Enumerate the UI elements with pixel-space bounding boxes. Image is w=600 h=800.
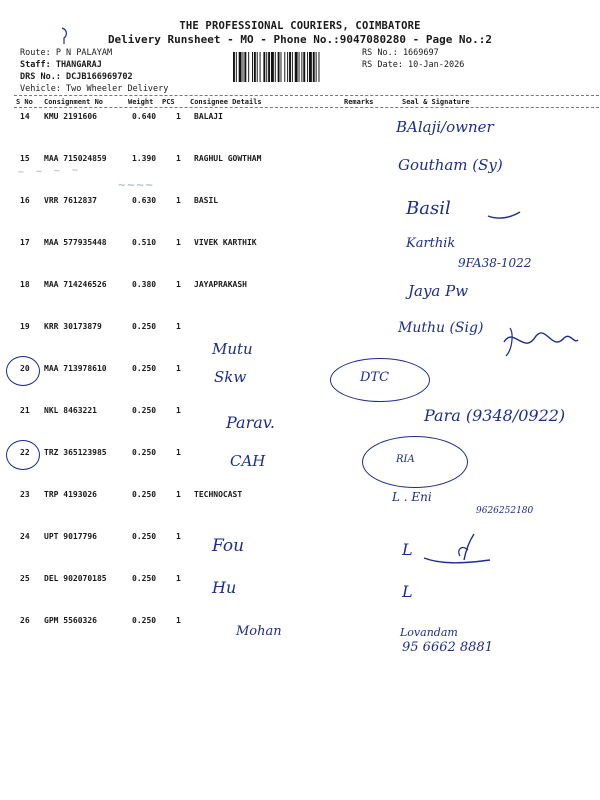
row-consignment: MAA 715024859 [44,154,107,163]
row-weight: 0.250 [132,364,157,373]
row-weight: 0.250 [132,574,157,583]
row-pcs: 1 [176,238,181,247]
row-handwritten-note: 9FA38-1022 [458,256,532,270]
barcode-bar [295,52,298,82]
row-20-circle [6,356,40,386]
barcode-bar [254,52,256,82]
row-22-circle [6,440,40,470]
barcode-bar [281,52,282,82]
row-consignment: MAA 577935448 [44,238,107,247]
row-handwritten-signature: DTC [360,370,390,385]
row-pcs: 1 [176,196,181,205]
row-sno: 18 [20,280,30,289]
barcode-bar [266,52,267,82]
row-handwritten-signature: Jaya Pw [408,282,469,300]
row-sno: 15 [20,154,30,163]
staff-label: Staff: THANGARAJ [20,60,102,70]
row-pcs: 1 [176,154,181,163]
table-header-rule [14,107,599,108]
row-consignment: TRZ 365123985 [44,448,107,457]
row-sno: 23 [20,490,30,499]
col-remarks-header: Remarks [344,98,374,106]
col-seal-header: Seal & Signature [402,98,470,106]
row-handwritten-signature: Karthik [406,236,456,251]
row-handwritten-remark: Mutu [212,340,253,358]
barcode-bar [319,52,320,82]
row-consignee: BALAJI [194,112,223,121]
barcode-bar [239,52,242,82]
row-consignment: MAA 713978610 [44,364,107,373]
row-pcs: 1 [176,448,181,457]
faded-stamp-2: ~~~~ [118,178,155,192]
row-sno: 26 [20,616,30,625]
row-consignment: GPM 5560326 [44,616,97,625]
row-consignee: BASIL [194,196,219,205]
row-consignment: TRP 4193026 [44,490,97,499]
row-consignment: DEL 902070185 [44,574,107,583]
row-handwritten-note: 95 6662 8881 [402,640,493,655]
row-sno: 24 [20,532,30,541]
row-handwritten-signature: L [402,582,413,601]
row-sno: 22 [20,448,30,457]
row-pcs: 1 [176,112,181,121]
barcode-bar [301,52,302,82]
barcode-bar [307,52,308,82]
row-consignment: VRR 7612837 [44,196,97,205]
row-handwritten-signature: Basil [406,198,451,219]
row-consignee: VIVEK KARTHIK [194,238,257,247]
barcode-bar [278,52,280,82]
row-sno: 19 [20,322,30,331]
barcode-bar [263,52,265,82]
row-pcs: 1 [176,406,181,415]
barcode-bar [257,52,258,82]
barcode-bar [233,52,235,82]
row-pcs: 1 [176,280,181,289]
dtc-circle [330,358,430,402]
row-pcs: 1 [176,364,181,373]
row-weight: 0.640 [132,112,157,121]
signature-scribble [500,322,580,362]
row-handwritten-remark: Parav. [226,413,275,432]
row-handwritten-signature: Para (9348/0922) [424,406,566,425]
row-consignment: UPT 9017796 [44,532,97,541]
row-weight: 1.390 [132,154,157,163]
row-handwritten-signature: L [402,540,413,559]
signature-underline [486,200,522,224]
col-consignment-header: Consignment No [44,98,104,106]
row-sno: 16 [20,196,30,205]
barcode-bar [287,52,288,82]
barcode-bar [248,52,249,82]
row-handwritten-note: 9626252180 [476,506,534,516]
row-weight: 0.250 [132,490,157,499]
barcode-bar [292,52,293,82]
row-handwritten-remark: Skw [214,368,247,386]
row-handwritten-signature: Goutham (Sy) [398,156,503,174]
row-pcs: 1 [176,490,181,499]
row-consignee: RAGHUL GOWTHAM [194,154,262,163]
col-consignee-header: Consignee Details [190,98,262,106]
row-consignee: JAYAPRAKASH [194,280,247,289]
row-handwritten-signature: RIA [396,454,415,465]
row-handwritten-remark: CAH [230,452,266,470]
barcode-bar [268,52,270,82]
faded-stamp: ~ ~ ~ ~ [17,164,82,179]
barcode-bar [303,52,305,82]
col-weight-header: Weight [128,98,154,106]
barcode-bar [243,52,244,82]
drs-label: DRS No.: DCJB166969702 [20,72,133,82]
row-handwritten-signature: BAlaji/owner [396,118,494,136]
ria-circle [362,436,468,488]
row-consignment: KMU 2191606 [44,112,97,121]
barcode-bar [244,52,246,82]
row-pcs: 1 [176,616,181,625]
page-title: THE PROFESSIONAL COURIERS, COIMBATORE [179,20,421,32]
barcode-bar [309,52,312,82]
row-handwritten-signature: L . Eni [392,490,432,504]
row-weight: 0.250 [132,616,157,625]
route-label: Route: P N PALAYAM [20,48,113,58]
row-weight: 0.250 [132,532,157,541]
barcode-bar [316,52,317,82]
row-sno: 20 [20,364,30,373]
barcode-bar [299,52,300,82]
table-top-rule [14,95,599,96]
barcode-bar [252,52,253,82]
row-consignment: NKL 8463221 [44,406,97,415]
row-handwritten-remark: Mohan [236,624,282,639]
barcode-bar [236,52,237,82]
pen-mark-icon [58,26,72,46]
row-sno: 17 [20,238,30,247]
col-pcs-header: PCS [162,98,175,106]
row-weight: 0.510 [132,238,157,247]
row-pcs: 1 [176,322,181,331]
col-sno-header: S No [16,98,33,106]
barcode-bar [260,52,261,82]
row-sno: 21 [20,406,30,415]
row-sno: 14 [20,112,30,121]
barcode-bar [289,52,291,82]
row-weight: 0.630 [132,196,157,205]
row-consignment: KRR 30173879 [44,322,102,331]
page-subtitle: Delivery Runsheet - MO - Phone No.:9047080280 - Page No.:2 [107,33,493,46]
barcode-bar [275,52,276,82]
row-handwritten-signature: Lovandam [400,626,458,639]
row-handwritten-remark: Hu [212,578,237,597]
barcode [232,52,352,82]
rs-date: RS Date: 10-Jan-2026 [362,60,465,70]
barcode-bar [271,52,274,82]
vehicle-label: Vehicle: Two Wheeler Delivery [20,84,169,94]
barcode-bar [313,52,315,82]
row-sno: 25 [20,574,30,583]
row-handwritten-remark: Fou [212,536,245,556]
row-pcs: 1 [176,574,181,583]
row-weight: 0.250 [132,406,157,415]
row-handwritten-signature: Muthu (Sig) [398,320,484,336]
signature-tick [420,530,500,570]
row-consignee: TECHNOCAST [194,490,243,499]
barcode-bar [284,52,285,82]
row-consignment: MAA 714246526 [44,280,107,289]
row-weight: 0.250 [132,322,157,331]
row-weight: 0.250 [132,448,157,457]
rs-number: RS No.: 1669697 [362,48,439,58]
row-weight: 0.380 [132,280,157,289]
row-pcs: 1 [176,532,181,541]
